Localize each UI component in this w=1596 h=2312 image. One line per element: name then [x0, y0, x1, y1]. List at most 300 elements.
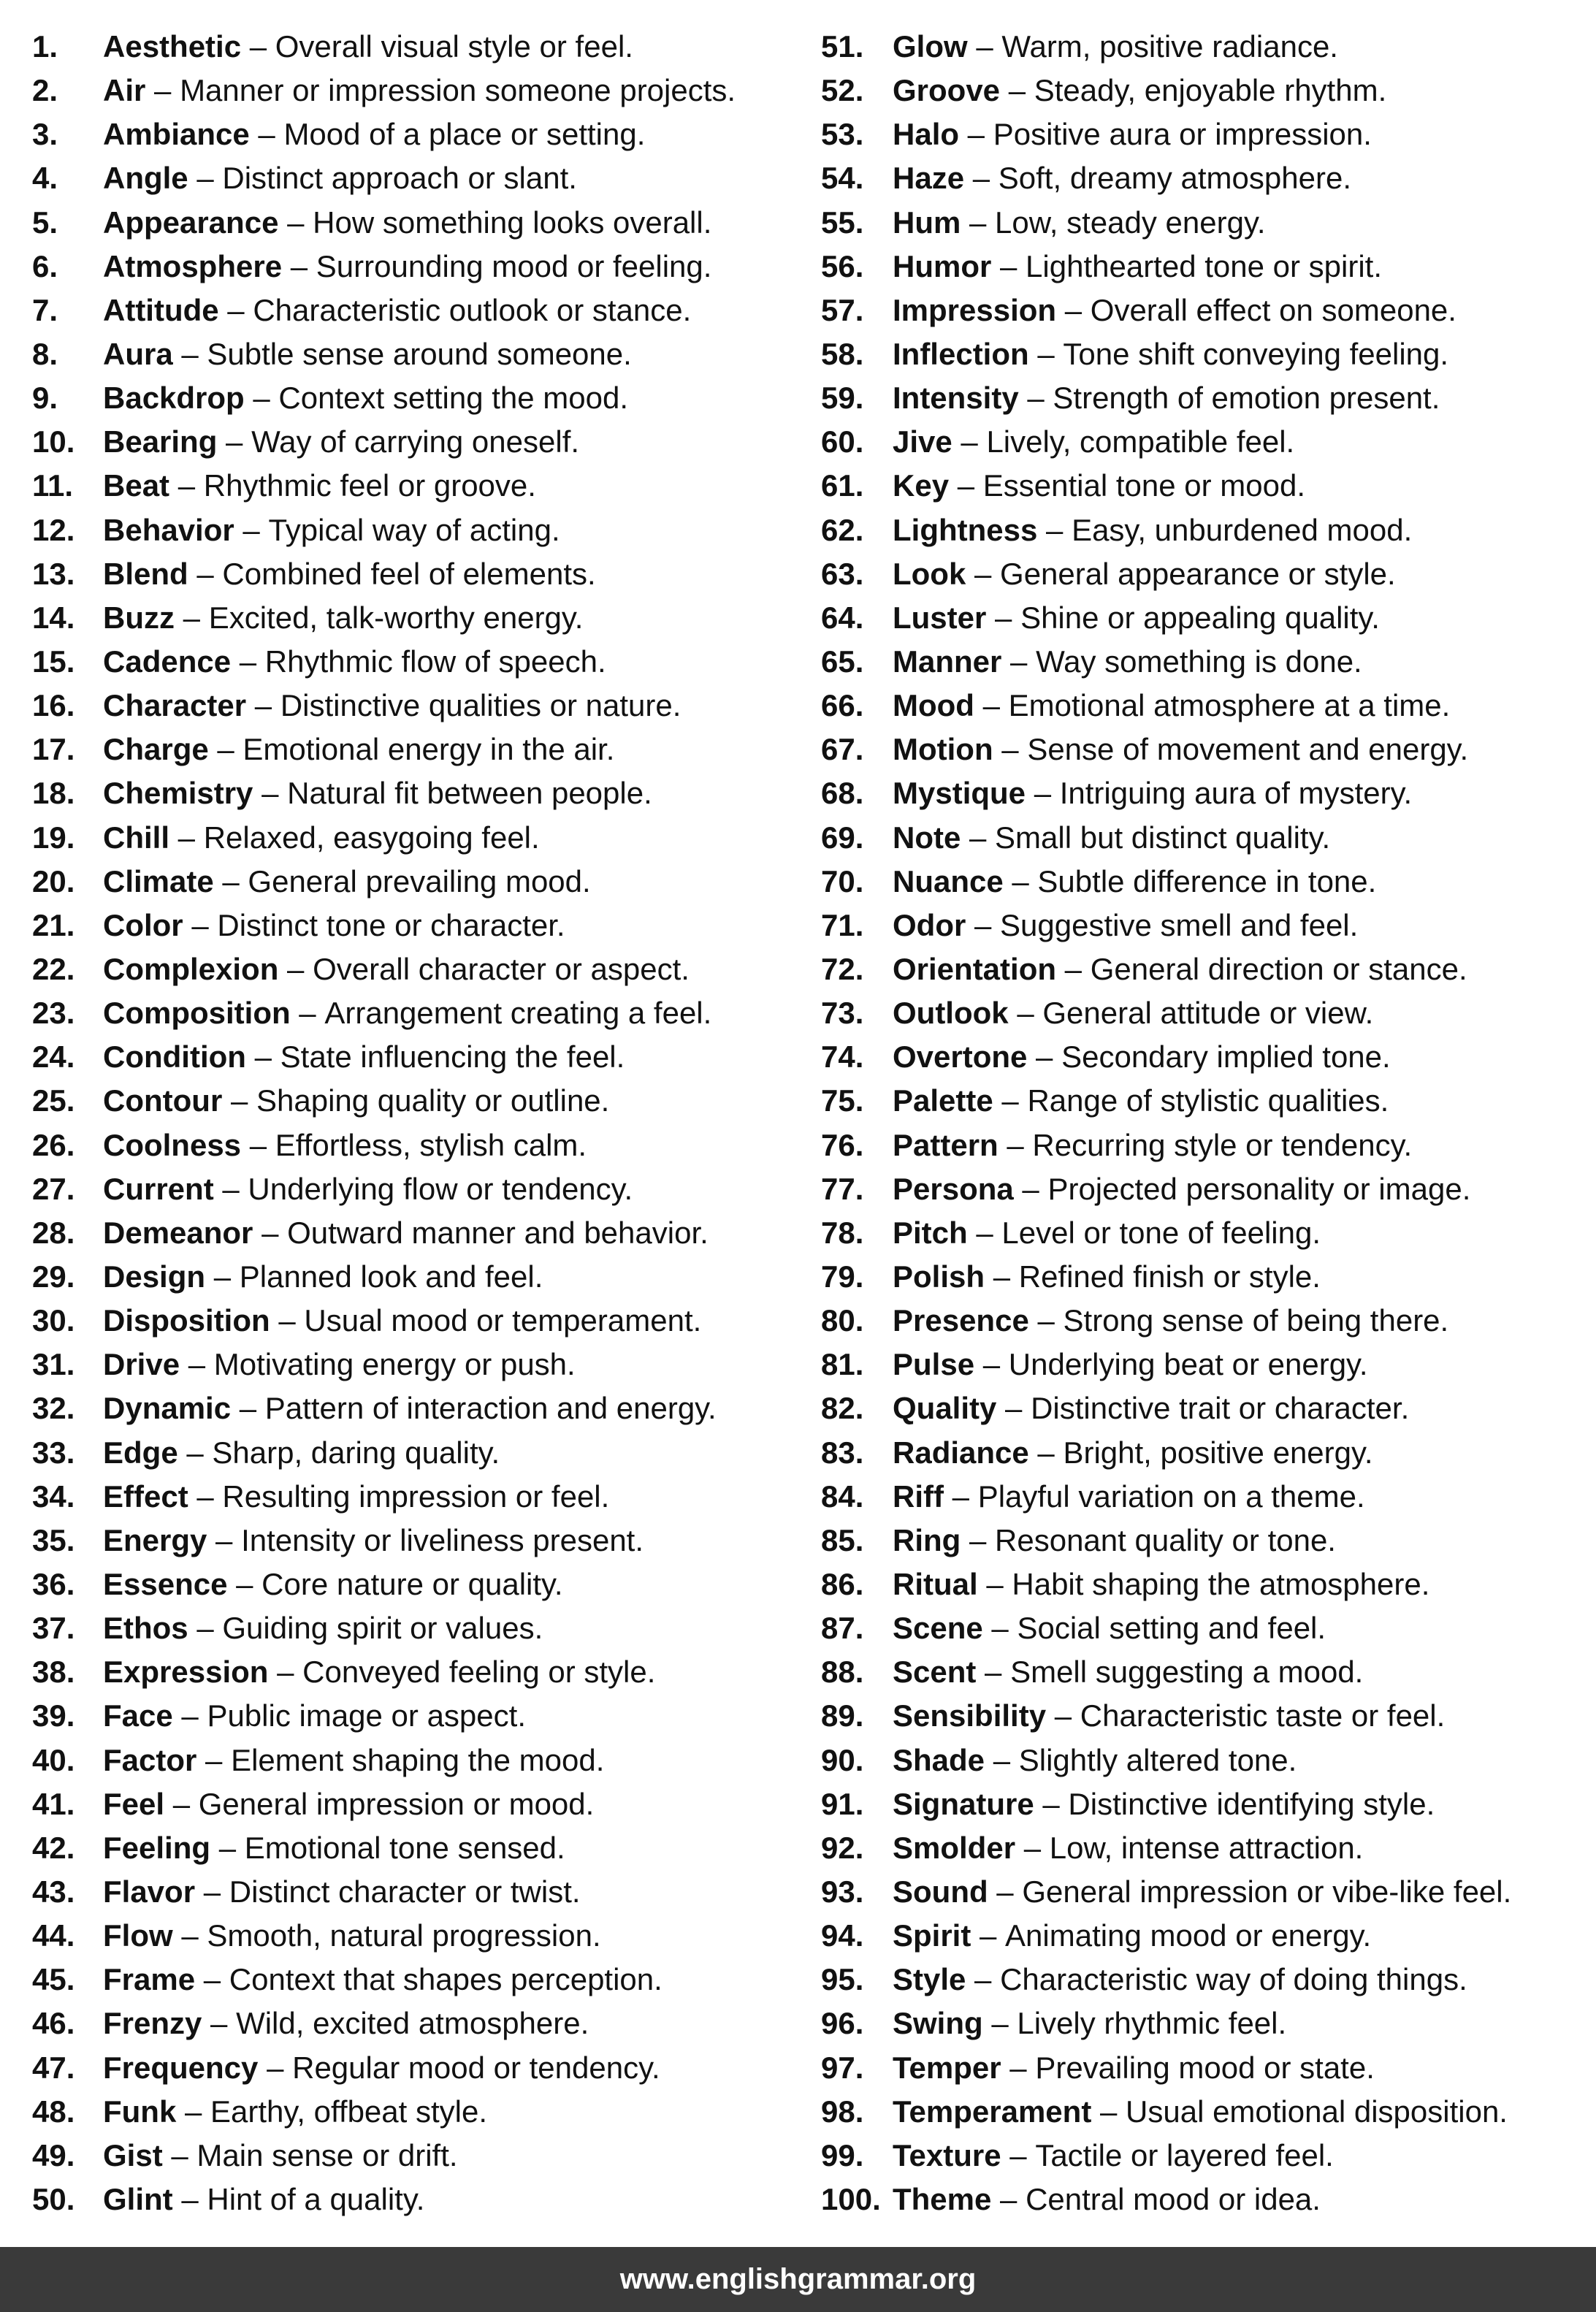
item-separator: – [961, 1522, 996, 1557]
item-term: Key [893, 468, 950, 503]
item-number: 41. [32, 1786, 75, 1821]
list-item [32, 1299, 806, 1343]
item-number: 9. [32, 381, 58, 416]
list-item [32, 1475, 806, 1519]
item-definition: Rhythmic flow of speech. [264, 644, 606, 679]
item-definition: Distinctive qualities or nature. [280, 688, 681, 723]
item-term: Overtone [893, 1039, 1028, 1075]
item-definition: Smooth, natural progression. [207, 1918, 601, 1953]
item-definition: Strength of emotion present. [1053, 381, 1440, 416]
list-item [821, 2134, 1581, 2178]
item-definition: Guiding spirit or values. [222, 1611, 543, 1646]
item-number: 91. [821, 1786, 864, 1821]
item-term: Mood [893, 688, 974, 723]
list-item [32, 991, 806, 1035]
item-separator: – [966, 1962, 1001, 1997]
item-separator: – [998, 1127, 1033, 1162]
item-number: 70. [821, 863, 864, 899]
item-number: 39. [32, 1698, 75, 1733]
item-separator: – [985, 1742, 1019, 1777]
item-term: Coolness [103, 1127, 242, 1162]
item-term: Appearance [103, 205, 279, 240]
item-separator: – [268, 1655, 303, 1690]
list-item [821, 201, 1581, 245]
list-item [821, 771, 1581, 815]
item-definition: Easy, unburdened mood. [1072, 512, 1413, 547]
item-definition: Relaxed, easygoing feel. [203, 820, 540, 855]
item-term: Complexion [103, 952, 279, 987]
item-term: Swing [893, 2006, 983, 2041]
item-definition: Tactile or layered feel. [1035, 2137, 1334, 2172]
list-item [821, 1914, 1581, 1958]
item-term: Mystique [893, 776, 1026, 811]
item-definition: Habit shaping the atmosphere. [1012, 1566, 1430, 1601]
list-item [821, 156, 1581, 200]
item-definition: Usual mood or temperament. [304, 1303, 702, 1338]
list-item [821, 1079, 1581, 1123]
list-item [32, 1386, 806, 1430]
item-separator: – [172, 2181, 207, 2216]
item-number: 56. [821, 248, 864, 283]
item-number: 66. [821, 688, 864, 723]
item-definition: Characteristic outlook or stance. [253, 292, 692, 327]
list-item [821, 1343, 1581, 1386]
item-term: Riff [893, 1479, 944, 1514]
list-item [821, 947, 1581, 991]
item-separator: – [218, 292, 253, 327]
item-definition: Usual emotional disposition. [1126, 2094, 1508, 2129]
item-term: Temper [893, 2050, 1001, 2085]
item-definition: Planned look and feel. [239, 1259, 543, 1294]
list-item [821, 1475, 1581, 1519]
item-definition: Resonant quality or tone. [995, 1522, 1336, 1557]
item-term: Luster [893, 600, 987, 635]
item-number: 49. [32, 2137, 75, 2172]
item-term: Pitch [893, 1215, 968, 1250]
item-separator: – [1015, 1830, 1050, 1865]
item-definition: Low, steady energy. [995, 205, 1266, 240]
item-definition: Excited, talk-worthy energy. [208, 600, 584, 635]
list-item [821, 1519, 1581, 1563]
item-separator: – [967, 1215, 1002, 1250]
list-item [821, 991, 1581, 1035]
item-number: 94. [821, 1918, 864, 1953]
item-number: 46. [32, 2006, 75, 2041]
item-term: Ring [893, 1522, 961, 1557]
item-term: Expression [103, 1655, 269, 1690]
item-term: Attitude [103, 292, 219, 327]
item-separator: – [172, 1698, 207, 1733]
item-definition: Strong sense of being there. [1063, 1303, 1449, 1338]
item-definition: Natural fit between people. [287, 776, 652, 811]
item-number: 17. [32, 732, 75, 767]
list-item [32, 2178, 806, 2221]
item-separator: – [217, 424, 252, 459]
item-definition: General prevailing mood. [248, 863, 591, 899]
item-term: Gist [103, 2137, 163, 2172]
item-term: Feeling [103, 1830, 211, 1865]
item-term: Ritual [893, 1566, 978, 1601]
item-number: 3. [32, 117, 58, 152]
list-item [32, 771, 806, 815]
list-item [821, 860, 1581, 904]
item-definition: Distinctive identifying style. [1068, 1786, 1435, 1821]
item-separator: – [961, 820, 996, 855]
item-number: 50. [32, 2181, 75, 2216]
list-item [32, 332, 806, 376]
item-number: 32. [32, 1391, 75, 1426]
item-definition: Pattern of interaction and energy. [264, 1391, 717, 1426]
item-separator: – [961, 205, 996, 240]
item-number: 79. [821, 1259, 864, 1294]
item-term: Factor [103, 1742, 197, 1777]
item-term: Presence [893, 1303, 1029, 1338]
item-definition: Sharp, daring quality. [212, 1435, 500, 1470]
item-number: 97. [821, 2050, 864, 2085]
list-item [821, 1606, 1581, 1650]
item-separator: – [1008, 996, 1043, 1031]
item-term: Bearing [103, 424, 218, 459]
list-item [821, 1167, 1581, 1211]
item-definition: Regular mood or tendency. [292, 2050, 660, 2085]
list-item [821, 1123, 1581, 1167]
item-separator: – [210, 1830, 245, 1865]
list-item [821, 245, 1581, 289]
item-separator: – [213, 1171, 248, 1206]
item-number: 51. [821, 29, 864, 64]
list-item [821, 1738, 1581, 1782]
item-separator: – [231, 644, 265, 679]
item-number: 37. [32, 1611, 75, 1646]
item-separator: – [993, 1083, 1028, 1118]
item-separator: – [996, 1391, 1031, 1426]
item-separator: – [176, 2094, 211, 2129]
item-separator: – [188, 1479, 223, 1514]
item-term: Drive [103, 1347, 180, 1382]
item-number: 90. [821, 1742, 864, 1777]
list-item [32, 1782, 806, 1826]
list-item [32, 1167, 806, 1211]
item-number: 61. [821, 468, 864, 503]
item-definition: Way of carrying oneself. [251, 424, 580, 459]
item-term: Halo [893, 117, 960, 152]
item-term: Persona [893, 1171, 1014, 1206]
item-number: 18. [32, 776, 75, 811]
list-item [32, 2045, 806, 2089]
item-number: 67. [821, 732, 864, 767]
item-separator: – [1028, 337, 1064, 372]
item-term: Disposition [103, 1303, 270, 1338]
word-list-left-column [32, 25, 806, 2221]
item-separator: – [183, 907, 218, 942]
item-definition: Subtle sense around someone. [207, 337, 632, 372]
item-number: 58. [821, 337, 864, 372]
item-number: 11. [32, 468, 74, 503]
list-item [32, 289, 806, 332]
item-definition: Level or tone of feeling. [1001, 1215, 1321, 1250]
item-definition: Prevailing mood or state. [1035, 2050, 1375, 2085]
list-item [32, 1079, 806, 1123]
item-number: 42. [32, 1830, 75, 1865]
item-term: Chemistry [103, 776, 253, 811]
item-term: Theme [893, 2181, 992, 2216]
item-term: Jive [893, 424, 952, 459]
list-item [821, 289, 1581, 332]
item-definition: Small but distinct quality. [995, 820, 1331, 855]
item-term: Composition [103, 996, 291, 1031]
item-definition: Tone shift conveying feeling. [1063, 337, 1449, 372]
item-term: Atmosphere [103, 248, 283, 283]
item-number: 35. [32, 1522, 75, 1557]
item-term: Buzz [103, 600, 175, 635]
item-definition: Suggestive smell and feel. [1000, 907, 1359, 942]
item-number: 25. [32, 1083, 75, 1118]
item-separator: – [993, 732, 1028, 767]
item-separator: – [202, 2006, 237, 2041]
list-item [32, 947, 806, 991]
list-item [32, 201, 806, 245]
item-number: 28. [32, 1215, 75, 1250]
item-definition: Soft, dreamy atmosphere. [998, 161, 1351, 196]
item-separator: – [943, 1479, 978, 1514]
item-separator: – [282, 248, 316, 283]
item-definition: Typical way of acting. [268, 512, 560, 547]
item-definition: Intensity or liveliness present. [241, 1522, 644, 1557]
item-term: Polish [893, 1259, 985, 1294]
item-separator: – [1028, 1303, 1064, 1338]
item-definition: Subtle difference in tone. [1037, 863, 1377, 899]
item-separator: – [974, 1347, 1009, 1382]
item-definition: Overall character or aspect. [313, 952, 690, 987]
list-item [821, 1211, 1581, 1255]
item-separator: – [1027, 1039, 1062, 1075]
item-term: Quality [893, 1391, 997, 1426]
item-separator: – [278, 952, 313, 987]
item-separator: – [977, 1566, 1012, 1601]
item-number: 55. [821, 205, 864, 240]
item-separator: – [966, 556, 1001, 591]
item-number: 78. [821, 1215, 864, 1250]
item-separator: – [1026, 776, 1060, 811]
item-number: 13. [32, 556, 75, 591]
item-definition: Animating mood or energy. [1005, 1918, 1372, 1953]
list-item [821, 904, 1581, 947]
item-term: Demeanor [103, 1215, 253, 1250]
item-definition: Arrangement creating a feel. [324, 996, 712, 1031]
item-number: 96. [821, 2006, 864, 2041]
item-number: 89. [821, 1698, 864, 1733]
item-separator: – [991, 2181, 1026, 2216]
item-number: 1. [32, 29, 58, 64]
list-item [821, 1650, 1581, 1694]
item-definition: How something looks overall. [313, 205, 712, 240]
item-term: Color [103, 907, 183, 942]
list-item [821, 69, 1581, 112]
list-item [32, 112, 806, 156]
item-separator: – [188, 161, 223, 196]
item-number: 54. [821, 161, 864, 196]
item-definition: General attitude or view. [1042, 996, 1374, 1031]
item-number: 20. [32, 863, 75, 899]
item-number: 45. [32, 1962, 75, 1997]
item-separator: – [966, 907, 1001, 942]
item-definition: Emotional atmosphere at a time. [1008, 688, 1451, 723]
item-number: 73. [821, 996, 864, 1031]
item-definition: Low, intense attraction. [1049, 1830, 1364, 1865]
item-number: 52. [821, 73, 864, 108]
list-item [32, 1914, 806, 1958]
list-item [32, 1738, 806, 1782]
list-item [32, 684, 806, 728]
item-definition: Positive aura or impression. [993, 117, 1372, 152]
item-separator: – [1034, 1786, 1069, 1821]
item-definition: Shine or appealing quality. [1020, 600, 1380, 635]
item-separator: – [180, 1347, 214, 1382]
item-term: Behavior [103, 512, 234, 547]
list-item [32, 69, 806, 112]
item-number: 80. [821, 1303, 864, 1338]
item-number: 85. [821, 1522, 864, 1557]
item-separator: – [208, 732, 243, 767]
item-number: 64. [821, 600, 864, 635]
item-term: Pulse [893, 1347, 975, 1382]
item-separator: – [213, 863, 248, 899]
item-separator: – [241, 1127, 275, 1162]
list-item [821, 2045, 1581, 2089]
item-number: 48. [32, 2094, 75, 2129]
item-term: Sensibility [893, 1698, 1047, 1733]
item-separator: – [258, 2050, 293, 2085]
item-term: Style [893, 1962, 966, 1997]
item-definition: General direction or stance. [1090, 952, 1467, 987]
item-term: Spirit [893, 1918, 971, 1953]
item-definition: Refined finish or style. [1018, 1259, 1321, 1294]
item-number: 29. [32, 1259, 75, 1294]
item-term: Scene [893, 1611, 983, 1646]
item-number: 40. [32, 1742, 75, 1777]
item-number: 71. [821, 907, 864, 942]
item-definition: Lively, compatible feel. [986, 424, 1295, 459]
list-item [821, 376, 1581, 420]
list-item [32, 1606, 806, 1650]
list-item [821, 1694, 1581, 1738]
item-separator: – [976, 1655, 1011, 1690]
list-item [32, 25, 806, 69]
item-definition: Recurring style or tendency. [1032, 1127, 1413, 1162]
item-term: Flow [103, 1918, 173, 1953]
item-term: Look [893, 556, 966, 591]
item-separator: – [949, 468, 983, 503]
item-definition: Surrounding mood or feeling. [316, 248, 712, 283]
item-number: 33. [32, 1435, 75, 1470]
list-item [32, 508, 806, 552]
item-number: 77. [821, 1171, 864, 1206]
item-term: Air [103, 73, 146, 108]
item-separator: – [244, 381, 279, 416]
list-item [32, 1255, 806, 1299]
item-term: Palette [893, 1083, 993, 1118]
item-term: Face [103, 1698, 173, 1733]
item-number: 36. [32, 1566, 75, 1601]
list-item [32, 1035, 806, 1079]
item-term: Blend [103, 556, 188, 591]
item-term: Orientation [893, 952, 1057, 987]
item-term: Motion [893, 732, 993, 767]
item-number: 6. [32, 248, 58, 283]
item-separator: – [991, 248, 1026, 283]
list-item [821, 728, 1581, 771]
item-term: Inflection [893, 337, 1029, 372]
item-number: 47. [32, 2050, 75, 2085]
item-definition: Slightly altered tone. [1018, 1742, 1297, 1777]
item-number: 7. [32, 292, 58, 327]
list-item [32, 376, 806, 420]
item-term: Funk [103, 2094, 177, 2129]
item-term: Pattern [893, 1127, 999, 1162]
item-separator: – [270, 1303, 305, 1338]
list-item [821, 112, 1581, 156]
list-item [821, 816, 1581, 860]
item-number: 95. [821, 1962, 864, 1997]
item-term: Scent [893, 1655, 977, 1690]
item-separator: – [278, 205, 313, 240]
item-separator: – [1056, 292, 1091, 327]
list-item [32, 860, 806, 904]
item-definition: Central mood or idea. [1026, 2181, 1321, 2216]
item-definition: Distinct approach or slant. [222, 161, 577, 196]
item-term: Feel [103, 1786, 165, 1821]
item-term: Flavor [103, 1874, 196, 1909]
item-definition: Outward manner and behavior. [287, 1215, 709, 1250]
list-item [821, 684, 1581, 728]
item-definition: Lighthearted tone or spirit. [1026, 248, 1383, 283]
item-separator: – [172, 1918, 207, 1953]
list-item [821, 1958, 1581, 2002]
list-item [32, 1211, 806, 1255]
item-term: Manner [893, 644, 1002, 679]
item-separator: – [207, 1522, 242, 1557]
item-definition: Context that shapes perception. [229, 1962, 663, 1997]
item-number: 86. [821, 1566, 864, 1601]
item-separator: – [1028, 1435, 1064, 1470]
item-definition: Overall effect on someone. [1090, 292, 1456, 327]
item-term: Note [893, 820, 961, 855]
list-item [821, 1035, 1581, 1079]
list-item [32, 1650, 806, 1694]
item-number: 81. [821, 1347, 864, 1382]
item-term: Angle [103, 161, 188, 196]
item-term: Chill [103, 820, 169, 855]
item-definition: Emotional tone sensed. [244, 1830, 565, 1865]
item-term: Charge [103, 732, 209, 767]
item-number: 53. [821, 117, 864, 152]
item-number: 76. [821, 1127, 864, 1162]
item-definition: Overall visual style or feel. [275, 29, 633, 64]
item-number: 30. [32, 1303, 75, 1338]
item-term: Ambiance [103, 117, 250, 152]
item-definition: Conveyed feeling or style. [302, 1655, 656, 1690]
list-item [32, 1343, 806, 1386]
item-separator: – [172, 337, 207, 372]
item-term: Frenzy [103, 2006, 202, 2041]
list-item [32, 552, 806, 596]
item-number: 72. [821, 952, 864, 987]
item-separator: – [169, 468, 204, 503]
footer-url[interactable]: www.englishgrammar.org [619, 2263, 977, 2295]
item-definition: Effortless, stylish calm. [275, 1127, 587, 1162]
item-number: 93. [821, 1874, 864, 1909]
item-definition: Essential tone or mood. [982, 468, 1306, 503]
